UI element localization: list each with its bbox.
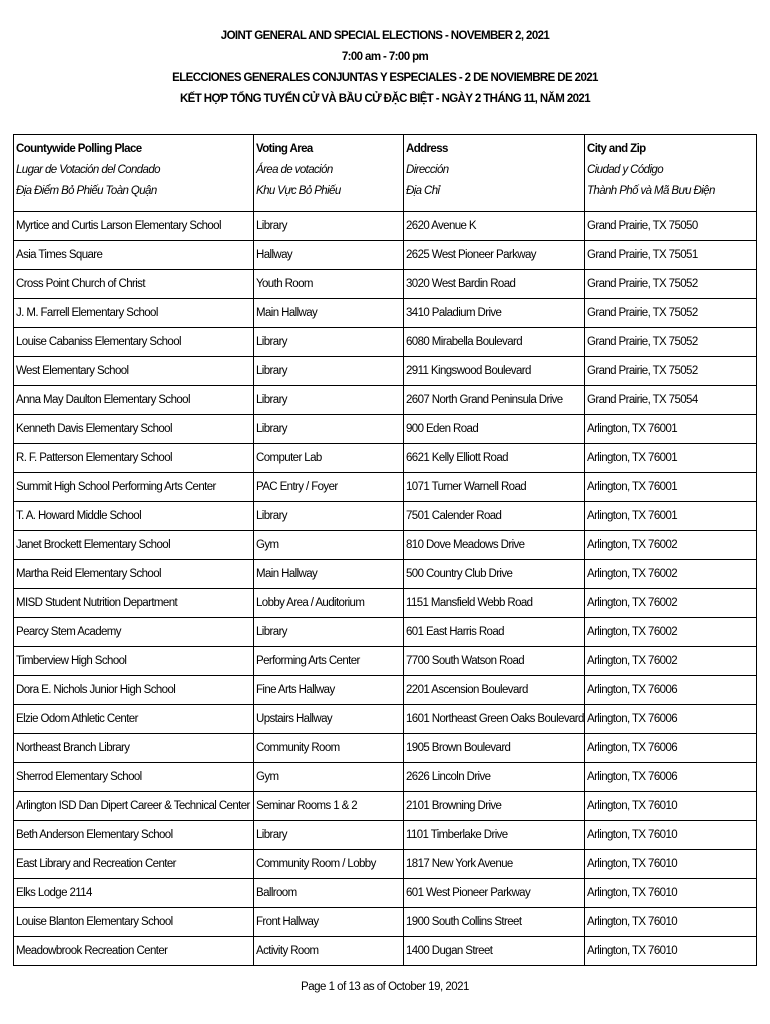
cell-voting-area: Upstairs Hallway	[254, 705, 404, 734]
column-label-vietnamese: Khu Vực Bỏ Phiếu	[256, 185, 341, 197]
cell-address: 2201 Ascension Boulevard	[404, 676, 585, 705]
cell-address: 1071 Turner Warnell Road	[404, 473, 585, 502]
cell-city-zip: Arlington, TX 76002	[585, 531, 757, 560]
cell-city-zip: Arlington, TX 76002	[585, 647, 757, 676]
cell-polling-place: Dora E. Nichols Junior High School	[14, 676, 254, 705]
table-row	[14, 647, 757, 676]
column-label-vietnamese: Thành Phố và Mã Bưu Điện	[587, 185, 715, 197]
cell-address: 6621 Kelly Elliott Road	[404, 444, 585, 473]
cell-address: 2620 Avenue K	[404, 212, 585, 241]
table-header-row	[14, 135, 757, 212]
table-row	[14, 241, 757, 270]
cell-city-zip: Grand Prairie, TX 75050	[585, 212, 757, 241]
column-header-voting-area	[254, 135, 404, 212]
table-row	[14, 357, 757, 386]
cell-polling-place: J. M. Farrell Elementary School	[14, 299, 254, 328]
cell-city-zip: Arlington, TX 76010	[585, 937, 757, 966]
cell-address: 6080 Mirabella Boulevard	[404, 328, 585, 357]
cell-voting-area: Library	[254, 328, 404, 357]
table-row	[14, 705, 757, 734]
cell-polling-place: Timberview High School	[14, 647, 254, 676]
cell-city-zip: Arlington, TX 76001	[585, 415, 757, 444]
table-row	[14, 937, 757, 966]
cell-voting-area: Gym	[254, 763, 404, 792]
cell-polling-place: Louise Blanton Elementary School	[14, 908, 254, 937]
cell-city-zip: Arlington, TX 76010	[585, 850, 757, 879]
cell-address: 500 Country Club Drive	[404, 560, 585, 589]
cell-voting-area: Library	[254, 357, 404, 386]
cell-address: 3410 Paladium Drive	[404, 299, 585, 328]
cell-city-zip: Arlington, TX 76006	[585, 676, 757, 705]
cell-polling-place: Elzie Odom Athletic Center	[14, 705, 254, 734]
cell-polling-place: Asia Times Square	[14, 241, 254, 270]
cell-polling-place: Martha Reid Elementary School	[14, 560, 254, 589]
table-row	[14, 821, 757, 850]
cell-voting-area: Library	[254, 821, 404, 850]
cell-voting-area: Hallway	[254, 241, 404, 270]
page-footer: Page 1 of 13 as of October 19, 2021	[301, 981, 469, 993]
table-row	[14, 444, 757, 473]
cell-address: 1601 Northeast Green Oaks Boulevard	[404, 705, 585, 734]
column-label-english: Countywide Polling Place	[16, 143, 142, 155]
document-header	[0, 26, 770, 110]
cell-address: 7501 Calender Road	[404, 502, 585, 531]
cell-voting-area: Front Hallway	[254, 908, 404, 937]
column-label-english: Voting Area	[256, 143, 313, 155]
table-row	[14, 415, 757, 444]
cell-voting-area: Seminar Rooms 1 & 2	[254, 792, 404, 821]
cell-polling-place: Myrtice and Curtis Larson Elementary School	[14, 212, 254, 241]
cell-address: 1900 South Collins Street	[404, 908, 585, 937]
table-row	[14, 386, 757, 415]
column-label-english: Address	[406, 143, 448, 155]
cell-city-zip: Grand Prairie, TX 75052	[585, 357, 757, 386]
cell-city-zip: Grand Prairie, TX 75054	[585, 386, 757, 415]
cell-voting-area: Gym	[254, 531, 404, 560]
cell-polling-place: East Library and Recreation Center	[14, 850, 254, 879]
title-spanish: ELECCIONES GENERALES CONJUNTAS Y ESPECIALES - 2 DE NOVIEMBRE DE 2021	[172, 72, 598, 84]
cell-city-zip: Arlington, TX 76001	[585, 473, 757, 502]
cell-voting-area: Community Room	[254, 734, 404, 763]
table-row	[14, 676, 757, 705]
cell-city-zip: Arlington, TX 76010	[585, 879, 757, 908]
cell-polling-place: Cross Point Church of Christ	[14, 270, 254, 299]
cell-polling-place: R. F. Patterson Elementary School	[14, 444, 254, 473]
cell-voting-area: Library	[254, 386, 404, 415]
cell-city-zip: Arlington, TX 76001	[585, 502, 757, 531]
cell-voting-area: PAC Entry / Foyer	[254, 473, 404, 502]
election-hours: 7:00 am - 7:00 pm	[341, 51, 429, 63]
cell-city-zip: Grand Prairie, TX 75051	[585, 241, 757, 270]
column-label-spanish: Dirección	[406, 164, 449, 176]
cell-polling-place: Kenneth Davis Elementary School	[14, 415, 254, 444]
cell-city-zip: Arlington, TX 76002	[585, 560, 757, 589]
cell-polling-place: Louise Cabaniss Elementary School	[14, 328, 254, 357]
cell-voting-area: Library	[254, 212, 404, 241]
cell-voting-area: Library	[254, 618, 404, 647]
cell-polling-place: Anna May Daulton Elementary School	[14, 386, 254, 415]
table-row	[14, 908, 757, 937]
cell-city-zip: Arlington, TX 76010	[585, 792, 757, 821]
column-label-english: City and Zip	[587, 143, 646, 155]
cell-city-zip: Arlington, TX 76002	[585, 618, 757, 647]
cell-address: 1817 New York Avenue	[404, 850, 585, 879]
cell-polling-place: Pearcy Stem Academy	[14, 618, 254, 647]
cell-address: 2626 Lincoln Drive	[404, 763, 585, 792]
table-row	[14, 531, 757, 560]
table-row	[14, 502, 757, 531]
table-body	[14, 212, 757, 966]
cell-voting-area: Lobby Area / Auditorium	[254, 589, 404, 618]
cell-polling-place: Meadowbrook Recreation Center	[14, 937, 254, 966]
cell-address: 1905 Brown Boulevard	[404, 734, 585, 763]
table-row	[14, 560, 757, 589]
cell-voting-area: Community Room / Lobby	[254, 850, 404, 879]
cell-voting-area: Performing Arts Center	[254, 647, 404, 676]
cell-voting-area: Ballroom	[254, 879, 404, 908]
cell-city-zip: Arlington, TX 76001	[585, 444, 757, 473]
table-row	[14, 212, 757, 241]
column-label-spanish: Lugar de Votación del Condado	[16, 164, 160, 176]
column-header-city-zip	[585, 135, 757, 212]
cell-polling-place: Janet Brockett Elementary School	[14, 531, 254, 560]
cell-voting-area: Library	[254, 502, 404, 531]
table-row	[14, 734, 757, 763]
column-header-polling-place	[14, 135, 254, 212]
table-row	[14, 850, 757, 879]
cell-polling-place: Elks Lodge 2114	[14, 879, 254, 908]
cell-address: 1400 Dugan Street	[404, 937, 585, 966]
cell-polling-place: T. A. Howard Middle School	[14, 502, 254, 531]
polling-places-table	[13, 134, 757, 966]
cell-city-zip: Arlington, TX 76006	[585, 705, 757, 734]
table-row	[14, 473, 757, 502]
cell-voting-area: Main Hallway	[254, 299, 404, 328]
cell-address: 2911 Kingswood Boulevard	[404, 357, 585, 386]
table-row	[14, 879, 757, 908]
table-row	[14, 328, 757, 357]
cell-voting-area: Computer Lab	[254, 444, 404, 473]
cell-address: 1151 Mansfield Webb Road	[404, 589, 585, 618]
cell-city-zip: Arlington, TX 76006	[585, 763, 757, 792]
table-row	[14, 618, 757, 647]
cell-city-zip: Arlington, TX 76002	[585, 589, 757, 618]
cell-city-zip: Grand Prairie, TX 75052	[585, 299, 757, 328]
cell-address: 2101 Browning Drive	[404, 792, 585, 821]
column-header-address	[404, 135, 585, 212]
cell-polling-place: West Elementary School	[14, 357, 254, 386]
table-row	[14, 589, 757, 618]
title-english: JOINT GENERAL AND SPECIAL ELECTIONS - NOVEMBER 2, 2021	[220, 30, 550, 42]
cell-address: 601 East Harris Road	[404, 618, 585, 647]
cell-city-zip: Grand Prairie, TX 75052	[585, 270, 757, 299]
cell-voting-area: Main Hallway	[254, 560, 404, 589]
cell-address: 900 Eden Road	[404, 415, 585, 444]
column-label-spanish: Área de votación	[256, 164, 333, 176]
column-label-vietnamese: Địa Chỉ	[406, 185, 440, 197]
cell-address: 7700 South Watson Road	[404, 647, 585, 676]
cell-polling-place: Beth Anderson Elementary School	[14, 821, 254, 850]
cell-city-zip: Arlington, TX 76010	[585, 908, 757, 937]
column-label-vietnamese: Địa Điểm Bỏ Phiếu Toàn Quận	[16, 185, 157, 197]
cell-address: 810 Dove Meadows Drive	[404, 531, 585, 560]
cell-voting-area: Library	[254, 415, 404, 444]
cell-polling-place: Summit High School Performing Arts Center	[14, 473, 254, 502]
cell-polling-place: Northeast Branch Library	[14, 734, 254, 763]
table-row	[14, 299, 757, 328]
title-vietnamese: KẾT HỢP TỔNG TUYỂN CỬ VÀ BẦU CỬ ĐẶC BIỆT - NGÀY 2 THÁNG 11, NĂM 2021	[179, 93, 591, 105]
cell-city-zip: Arlington, TX 76006	[585, 734, 757, 763]
table-row	[14, 763, 757, 792]
cell-voting-area: Activity Room	[254, 937, 404, 966]
cell-city-zip: Arlington, TX 76010	[585, 821, 757, 850]
cell-voting-area: Fine Arts Hallway	[254, 676, 404, 705]
cell-polling-place: Arlington ISD Dan Dipert Career & Technical Center	[14, 792, 254, 821]
column-label-spanish: Ciudad y Código	[587, 164, 664, 176]
cell-city-zip: Grand Prairie, TX 75052	[585, 328, 757, 357]
cell-address: 2607 North Grand Peninsula Drive	[404, 386, 585, 415]
cell-polling-place: MISD Student Nutrition Department	[14, 589, 254, 618]
cell-address: 3020 West Bardin Road	[404, 270, 585, 299]
cell-voting-area: Youth Room	[254, 270, 404, 299]
cell-address: 601 West Pioneer Parkway	[404, 879, 585, 908]
cell-polling-place: Sherrod Elementary School	[14, 763, 254, 792]
cell-address: 2625 West Pioneer Parkway	[404, 241, 585, 270]
table-row	[14, 270, 757, 299]
cell-address: 1101 Timberlake Drive	[404, 821, 585, 850]
table-row	[14, 792, 757, 821]
